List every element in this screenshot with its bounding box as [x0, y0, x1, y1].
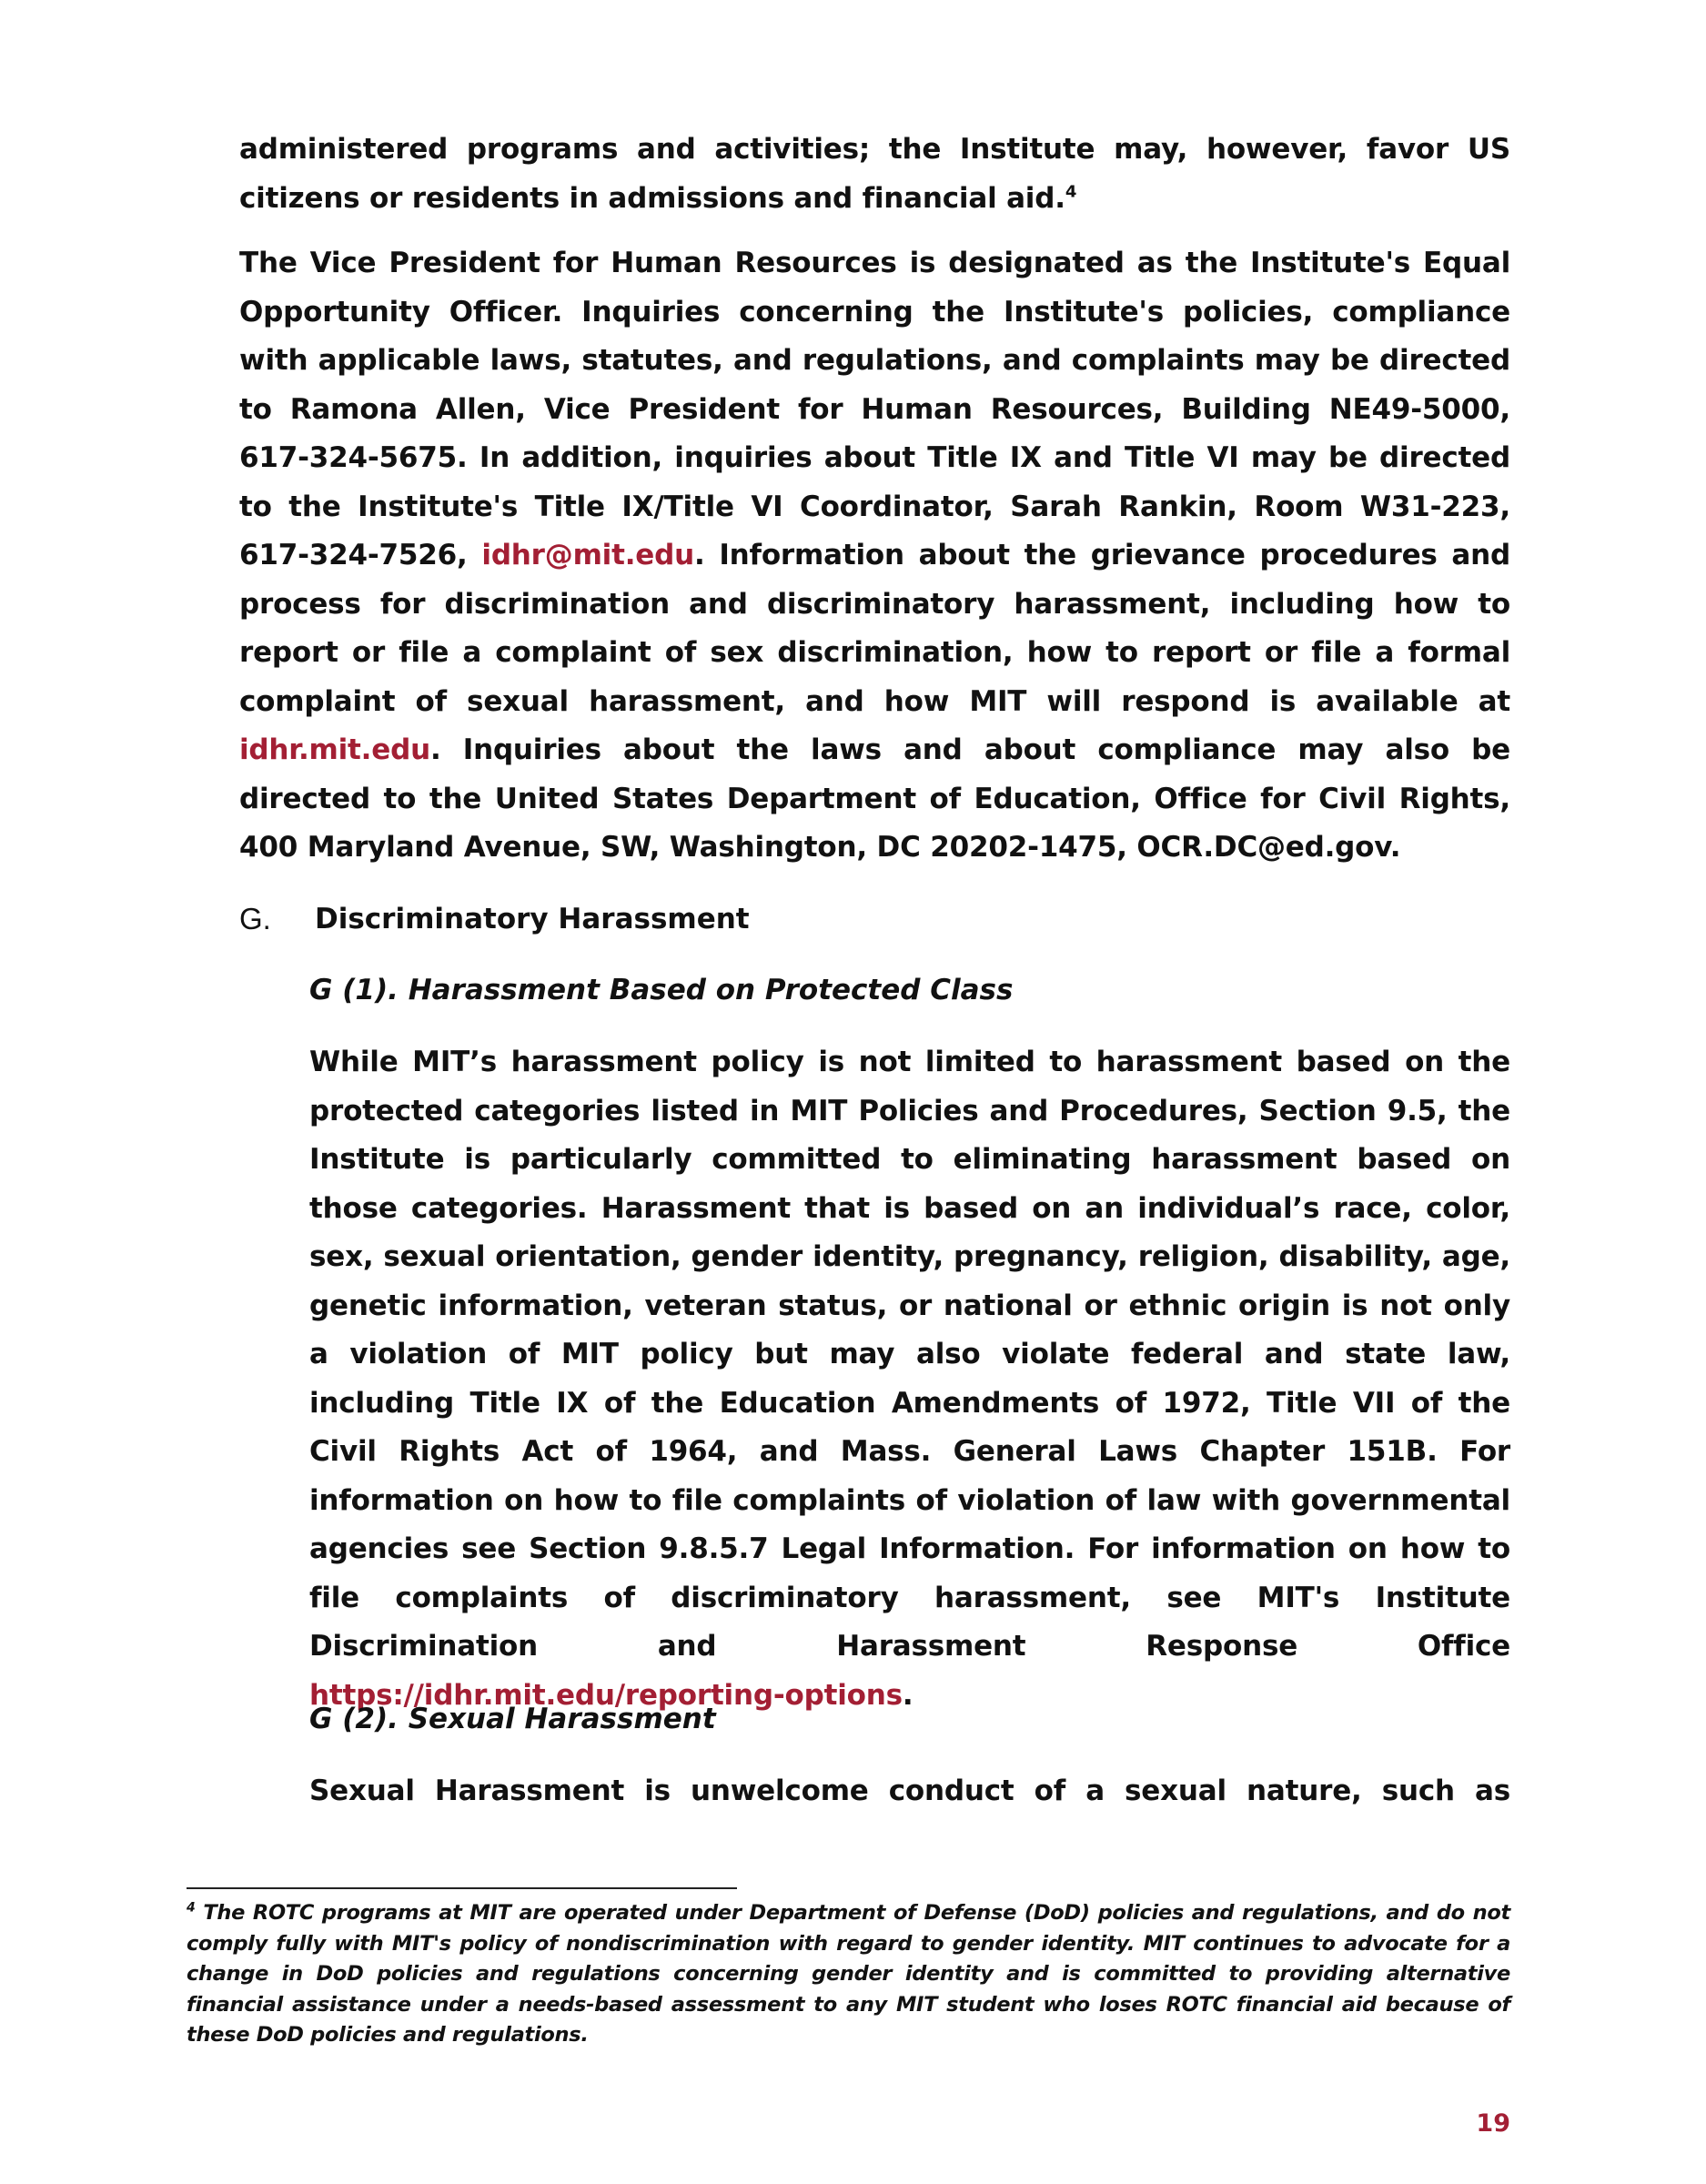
section-g-title: Discriminatory Harassment	[315, 903, 750, 935]
subsection-g1-heading: G (1). Harassment Based on Protected Class	[309, 974, 1014, 1006]
footnote-text: The ROTC programs at MIT are operated under Department of Defense (DoD) policies and regulations, and do not comply fully with MIT's policy of nondiscrimination with regard to gender identity. MIT continues to advocate for a change in DoD policies and regulations concerning gender identity and is committed to providing alternative financial assistance under a needs-based assessment to any MIT student who loses ROTC financial aid because of these DoD policies and regulations.	[187, 1901, 1510, 2047]
paragraph-sexual-harassment	[309, 1767, 1510, 1816]
protected-class-text: While MIT’s harassment policy is not limited to harassment based on the protected categories listed in MIT Policies and Procedures, Section 9.5, the Institute is particularly committed to eliminating harassment based on those categories. Harassment that is based on an individual’s race, color, sex, sexual orientation, gender identity, pregnancy, religion, disability, age, genetic information, veteran status, or national or ethnic origin is not only a violation of MIT policy but may also violate federal and state law, including Title IX of the Education Amendments of 1972, Title VII of the Civil Rights Act of 1964, and Mass. General Laws Chapter 151B. For information on how to file complaints of violation of law with governmental agencies see Section 9.8.5.7 Legal Information. For information on how to file complaints of discriminatory harassment, see MIT's Institute Discrimination and Harassment Response Office	[309, 1046, 1510, 1663]
section-g-heading	[239, 896, 750, 942]
eo-officer-text-part2: . Information about the grievance procedures and process for discrimination and discriminatory harassment, including how to report or file a complaint of sex discrimination, how to report or file a formal complaint of sexual harassment, and how MIT will respond is available at	[239, 539, 1510, 718]
paragraph-equal-opportunity-officer	[239, 239, 1510, 873]
footnote-number: 4	[187, 1900, 196, 1916]
section-g-letter: G.	[239, 902, 271, 935]
footnote-separator	[187, 1887, 737, 1889]
idhr-email-link[interactable]: idhr@mit.edu	[481, 539, 694, 571]
page-number: 19	[1476, 2109, 1510, 2138]
eo-officer-text-part3: . Inquiries about the laws and about compliance may also be directed to the United States Department of Education, Office for Civil Rights, 400 Maryland Avenue, SW, Washington, DC 20202-1475, OCR.DC@ed.gov.	[239, 733, 1510, 864]
eo-officer-text-part1: The Vice President for Human Resources is designated as the Institute's Equal Opportunity Officer. Inquiries concerning the Institute's policies, compliance with applicable laws, statutes, and regulations, and complaints may be directed to Ramona Allen, Vice President for Human Resources, Building NE49-5000, 617-324-5675. In addition, inquiries about Title IX and Title VI may be directed to the Institute's Title IX/Title VI Coordinator, Sarah Rankin, Room W31-223, 617-324-7526,	[239, 247, 1510, 571]
protected-class-text-end: .	[902, 1678, 914, 1712]
reporting-options-link[interactable]: https://idhr.mit.edu/reporting-options	[309, 1678, 903, 1712]
footnote-reference[interactable]: 4	[1065, 182, 1077, 202]
paragraph-financial-aid	[239, 126, 1510, 223]
idhr-website-link[interactable]: idhr.mit.edu	[239, 733, 430, 766]
footnote	[187, 1898, 1510, 2051]
subsection-g2-heading: G (2). Sexual Harassment	[309, 1703, 716, 1735]
sexual-harassment-text: Sexual Harassment is unwelcome conduct of a sexual nature, such as	[309, 1774, 1510, 1807]
paragraph-financial-aid-text: administered programs and activities; the Institute may, however, favor US citizens or residents in admissions and financial aid.	[239, 133, 1510, 215]
paragraph-protected-class-harassment	[309, 1038, 1510, 1720]
